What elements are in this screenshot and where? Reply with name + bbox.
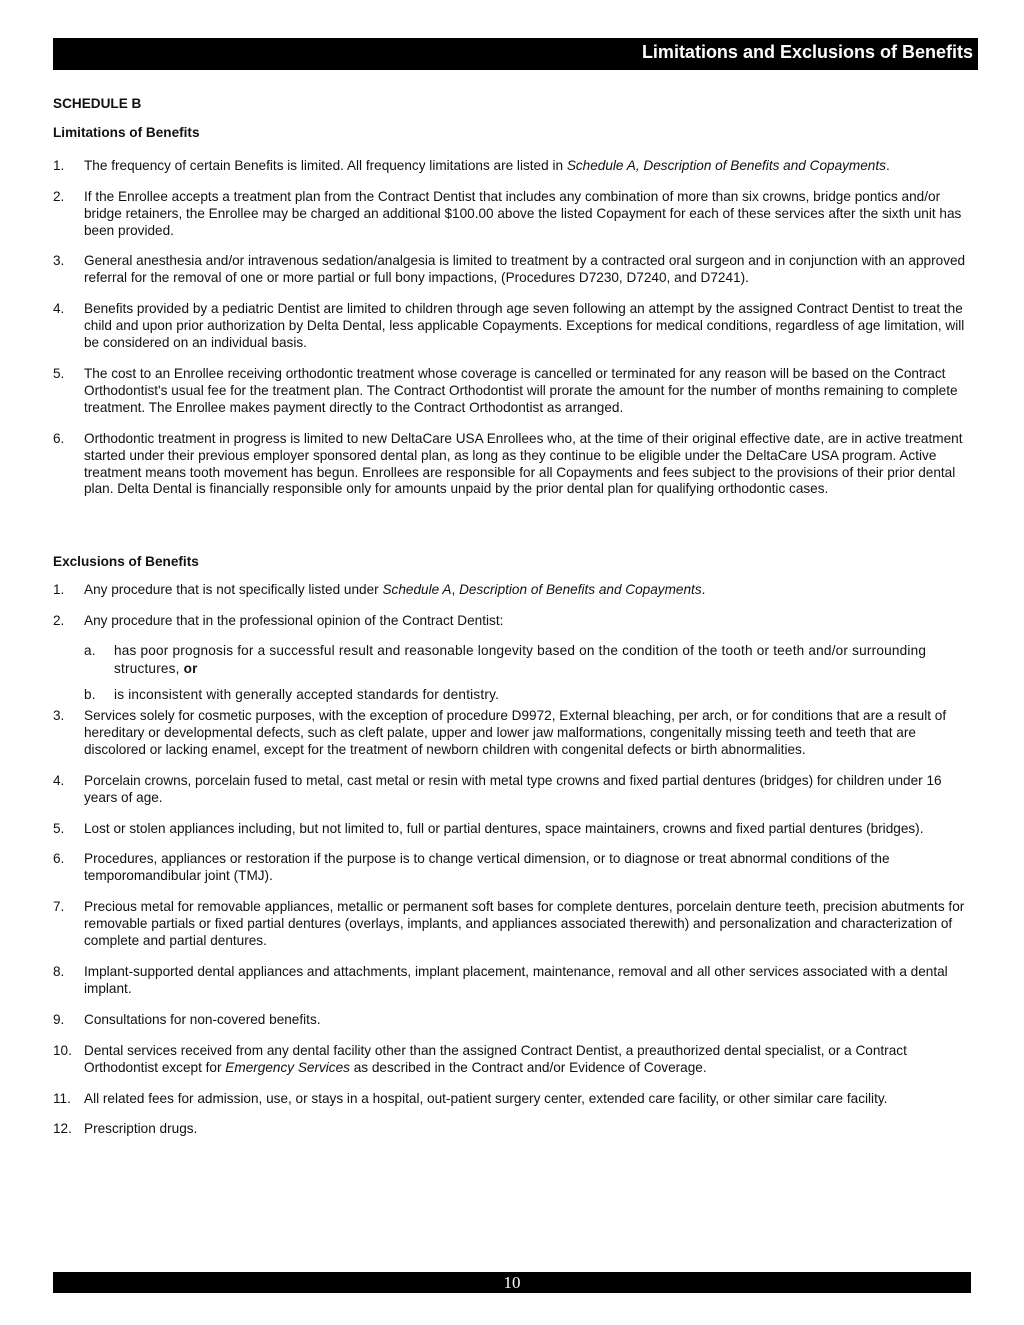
item-text: Precious metal for removable appliances, metallic or permanent soft bases for complete dentures, porcelain denture teeth, precision abutments for removable partials or fixed partial dentures (overlays, implants, and appliances associated therewith) and personalization and characterization of complete and partial dentures.	[84, 899, 965, 949]
item-number: 1.	[53, 157, 65, 173]
limitations-list	[53, 158, 973, 499]
item-reference: Schedule A, Description of Benefits and Copayments	[566, 157, 886, 173]
limitation-item	[53, 158, 973, 175]
limitations-heading: Limitations of Benefits	[53, 124, 200, 140]
item-text: The frequency of certain Benefits is limited. All frequency limitations are listed in	[84, 157, 567, 173]
item-text: Services solely for cosmetic purposes, with the exception of procedure D9972, External bleaching, per arch, or for conditions that are a result of hereditary or developmental defects, such as cleft palate, upper and lower jaw malformations, congenitally missing teeth and teeth that are discolored or lacking enamel, except for the treatment of newborn children with congenital defects or birth abnormalities.	[84, 708, 947, 757]
item-number: 5.	[53, 820, 65, 836]
page-title: Limitations and Exclusions of Benefits	[641, 42, 973, 62]
exclusion-item	[53, 582, 973, 599]
item-text: Implant-supported dental appliances and attachments, implant placement, maintenance, removal and all other services associated with a dental implant.	[84, 964, 948, 996]
exclusion-item	[53, 964, 973, 998]
exclusion-item	[53, 613, 973, 630]
item-text-end: .	[701, 582, 706, 598]
page-number: 10	[503, 1273, 521, 1292]
exclusion-subitem	[53, 686, 973, 704]
item-number: 11.	[53, 1090, 71, 1106]
item-text: If the Enrollee accepts a treatment plan from the Contract Dentist that includes any combination of more than six crowns, bridge pontics and/or bridge retainers, the Enrollee may be charged an additional $100.00 above the listed Copayment for each of these services after the sixth unit has been provided.	[84, 188, 962, 238]
item-number: 1.	[53, 582, 65, 598]
footer-bar	[53, 1272, 971, 1293]
limitation-item	[53, 189, 973, 240]
item-number: 9.	[53, 1011, 65, 1027]
exclusion-item	[53, 708, 973, 759]
limitation-item	[53, 253, 973, 287]
schedule-label: SCHEDULE B	[53, 96, 142, 111]
subitem-letter: b.	[84, 687, 96, 703]
document-body	[53, 96, 973, 1152]
item-number: 7.	[53, 899, 65, 915]
limitation-item	[53, 431, 973, 499]
item-number: 3.	[53, 708, 65, 724]
item-number: 6.	[53, 851, 65, 867]
item-text: All related fees for admission, use, or stays in a hospital, out-patient surgery center, extended care facility, or other similar care facility.	[84, 1090, 888, 1106]
subitem-text: has poor prognosis for a successful result and reasonable longevity based on the condition of the tooth or teeth and/or surrounding structures,	[114, 643, 927, 677]
exclusions-heading: Exclusions of Benefits	[53, 554, 199, 570]
item-number: 5.	[53, 365, 65, 381]
item-number: 12.	[53, 1121, 72, 1137]
item-text: General anesthesia and/or intravenous sedation/analgesia is limited to treatment by a contracted oral surgeon and in conjunction with an approved referral for the removal of one or more partial or full bony impactions, (Procedures D7230, D7240, and D7241).	[84, 253, 966, 286]
item-reference: Emergency Services	[225, 1059, 350, 1075]
item-text: The cost to an Enrollee receiving orthodontic treatment whose coverage is cancelled or terminated for any reason will be based on the Contract Orthodontist's usual fee for the treatment plan. The Contract Orthodontist will prorate the amount for the number of months remaining to complete treatment. The Enrollee makes payment directly to the Contract Orthodontist as arranged.	[84, 365, 958, 415]
item-text: Lost or stolen appliances including, but not limited to, full or partial dentures, space maintainers, crowns and fixed partial dentures (bridges).	[84, 820, 924, 836]
item-text: Dental services received from any dental facility other than the assigned Contract Dentist, a preauthorized dental specialist, or a Contract Orthodontist except for	[84, 1042, 907, 1075]
exclusion-item	[53, 1091, 973, 1108]
item-reference: Schedule A	[382, 582, 452, 598]
subitem-text: is inconsistent with generally accepted standards for dentistry.	[114, 687, 500, 703]
header-bar	[53, 38, 978, 70]
exclusion-item	[53, 899, 973, 950]
item-reference: Description of Benefits and Copayments	[459, 582, 702, 598]
subitem-letter: a.	[84, 643, 96, 659]
item-number: 2.	[53, 188, 65, 204]
exclusion-item	[53, 773, 973, 807]
item-number: 4.	[53, 772, 65, 788]
item-text: Any procedure that in the professional opinion of the Contract Dentist:	[84, 613, 504, 629]
item-text-end: .	[885, 157, 890, 173]
item-number: 8.	[53, 964, 65, 979]
item-text: Procedures, appliances or restoration if the purpose is to change vertical dimension, or to diagnose or treat abnormal conditions of the temporomandibular joint (TMJ).	[84, 851, 890, 884]
item-number: 6.	[53, 430, 65, 446]
exclusions-list	[53, 582, 973, 1138]
item-text: Benefits provided by a pediatric Dentist are limited to children through age seven following an attempt by the assigned Contract Dentist to treat the child and upon prior authorization by Delta Dental, less applicable Copayments. Exceptions for medical conditions, regardless of age limitation, will be considered on an individual basis.	[84, 301, 965, 351]
limitation-item	[53, 366, 973, 417]
exclusion-item	[53, 1043, 973, 1077]
exclusion-item	[53, 821, 973, 838]
item-text: Orthodontic treatment in progress is limited to new DeltaCare USA Enrollees who, at the time of their original effective date, are in active treatment started under their previous employer sponsored dental plan, as long as they continue to be eligible under the DeltaCare USA program. Active treatment means tooth movement has begun. Enrollees are responsible for all Copayments and fees subject to the provisions of their prior dental plan. Delta Dental is financially responsible only for amounts unpaid by the prior dental plan for qualifying orthodontic cases.	[84, 430, 963, 497]
item-number: 10.	[53, 1042, 72, 1058]
subitem-emphasis: or	[183, 661, 198, 677]
item-text: Any procedure that is not specifically listed under	[84, 582, 383, 598]
item-separator: ,	[451, 582, 460, 598]
exclusion-item	[53, 1121, 973, 1138]
item-text-end: as described in the Contract and/or Evidence of Coverage.	[349, 1059, 707, 1075]
item-number: 3.	[53, 253, 65, 269]
exclusion-item	[53, 1012, 973, 1029]
limitation-item	[53, 301, 973, 352]
item-text: Prescription drugs.	[84, 1121, 198, 1137]
item-number: 2.	[53, 613, 65, 629]
exclusion-subitem	[53, 642, 973, 678]
item-text: Porcelain crowns, porcelain fused to metal, cast metal or resin with metal type crowns and fixed partial dentures (bridges) for children under 16 years of age.	[84, 772, 942, 805]
item-text: Consultations for non-covered benefits.	[84, 1011, 321, 1027]
exclusion-item	[53, 851, 973, 885]
item-number: 4.	[53, 301, 65, 317]
